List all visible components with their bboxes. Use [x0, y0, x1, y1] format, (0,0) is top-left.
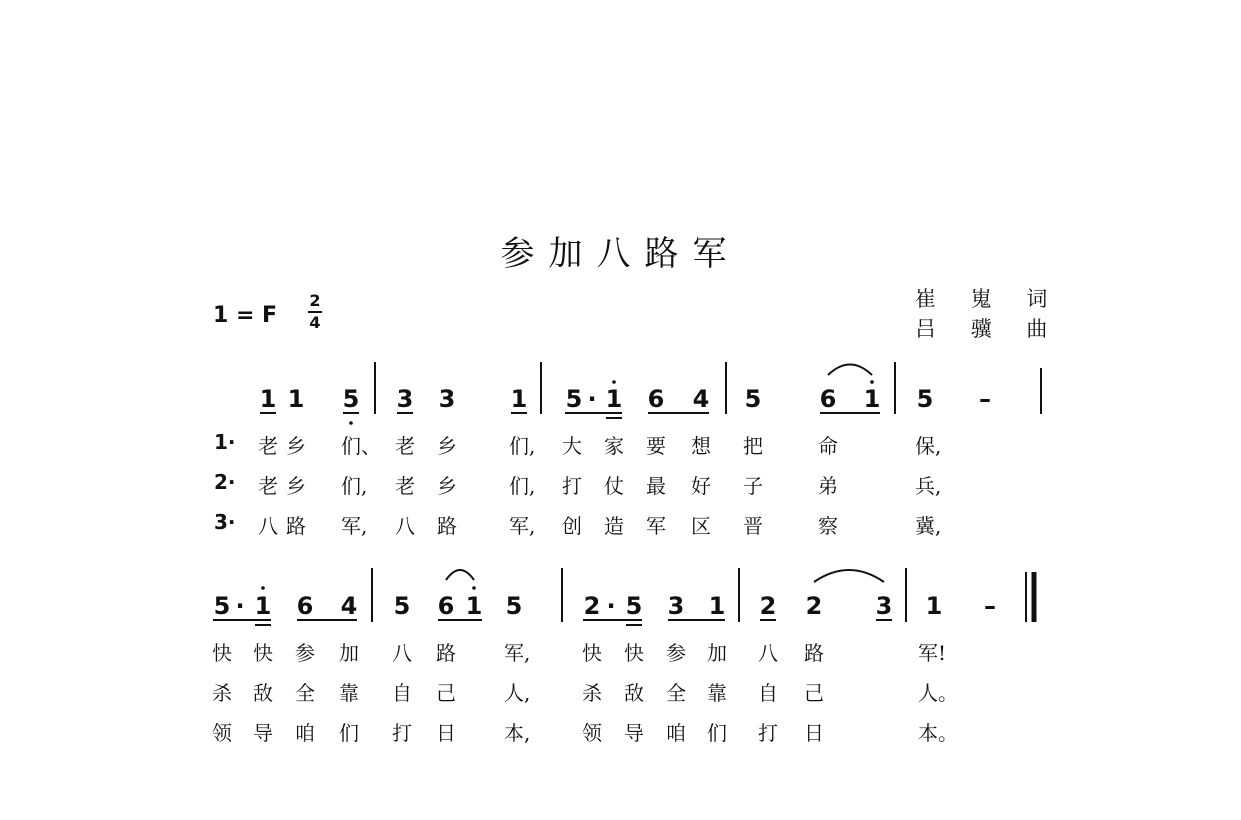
song-title: 参加八路军 [500, 234, 741, 274]
lyric-char: 老 [258, 434, 278, 458]
lyric-char: 敌 [624, 681, 644, 705]
lyric-char: 们, [341, 474, 368, 498]
lyric-char: 军, [504, 641, 531, 665]
lyric-char: 兵, [915, 474, 942, 498]
lyric-char: 们、 [341, 434, 381, 458]
lyric-char: 靠 [339, 681, 359, 705]
lyric-char: 军! [918, 641, 947, 665]
lyric-char: 军, [341, 514, 368, 538]
lyric-char: 乡 [286, 434, 306, 458]
lyric-char: 领 [582, 721, 602, 745]
lyric-char: 军, [509, 514, 536, 538]
lyric-char: 路 [437, 514, 457, 538]
lyric-char: 保, [915, 434, 942, 458]
lyric-char: 创 [562, 514, 582, 538]
note: 5 [393, 592, 411, 620]
lyric-char: 加 [707, 641, 727, 665]
note: 5 [744, 385, 762, 413]
note: 5 [505, 592, 523, 620]
lyric-char: 人。 [918, 681, 958, 705]
lyric-char: 家 [604, 434, 624, 458]
time-signature-top: 2 [309, 291, 321, 310]
lyric-char: 参 [295, 641, 315, 665]
lyric-char: 最 [646, 474, 666, 498]
system2-marks [213, 568, 1034, 625]
octave-dot-high [261, 586, 265, 590]
lyric-char: 好 [691, 474, 711, 498]
note: 6 [437, 592, 455, 620]
lyric-char: 本。 [918, 721, 958, 745]
note: 6 [296, 592, 314, 620]
time-signature-bottom: 4 [309, 313, 321, 332]
lyric-char: 咱 [295, 721, 315, 745]
lyric-char: 己 [804, 681, 824, 705]
lyric-char: 察 [818, 514, 838, 538]
note: 2 [583, 592, 601, 620]
note: 1 [254, 592, 272, 620]
lyric-char: 路 [436, 641, 456, 665]
lyric-char: 区 [691, 514, 711, 538]
lyric-char: 军 [646, 514, 666, 538]
composer-credit: 吕 骥 曲 [915, 317, 1062, 341]
lyric-char: 八 [258, 514, 278, 538]
lyric-char: 靠 [707, 681, 727, 705]
lyric-char: 敌 [253, 681, 273, 705]
lyric-char: 日 [804, 721, 824, 745]
lyric-char: 自 [758, 681, 778, 705]
lyric-char: 八 [395, 514, 415, 538]
lyric-char: 快 [582, 641, 602, 665]
slur [814, 570, 884, 582]
lyric-char: 们, [509, 474, 536, 498]
note: 5 [916, 385, 934, 413]
note: 3 [438, 385, 456, 413]
note: 1 [510, 385, 528, 413]
lyric-char: 造 [604, 514, 624, 538]
note: – [984, 592, 996, 620]
lyric-char: 老 [395, 434, 415, 458]
system2-dots [261, 586, 476, 590]
slur [446, 570, 474, 580]
lyric-char: 们 [339, 721, 359, 745]
lyric-char: 快 [253, 641, 273, 665]
slur [828, 365, 872, 376]
lyric-char: 己 [436, 681, 456, 705]
lyric-char: 要 [646, 434, 666, 458]
lyric-char: 咱 [666, 721, 686, 745]
note: 1 [708, 592, 726, 620]
lyric-char: 自 [392, 681, 412, 705]
note: 1 [259, 385, 277, 413]
lyric-char: 杀 [212, 681, 232, 705]
verse-number: 1· [214, 430, 236, 454]
note: 4 [340, 592, 358, 620]
lyric-char: 加 [339, 641, 359, 665]
lyric-char: 老 [258, 474, 278, 498]
lyric-char: 打 [758, 721, 778, 745]
note: 4 [692, 385, 710, 413]
note: 1 [605, 385, 623, 413]
lyric-char: 八 [392, 641, 412, 665]
lyric-char: 快 [624, 641, 644, 665]
lyric-char: 仗 [604, 474, 624, 498]
note: 5 [565, 385, 583, 413]
lyric-char: 弟 [818, 474, 838, 498]
verse-number: 2· [214, 470, 236, 494]
note: – [979, 385, 991, 413]
lyricist-credit: 崔 嵬 词 [915, 287, 1062, 311]
system2-notes [214, 592, 996, 620]
note: 1 [287, 385, 305, 413]
lyric-char: 导 [253, 721, 273, 745]
lyric-char: 打 [562, 474, 582, 498]
note: 5 [213, 592, 231, 620]
lyric-char: 快 [212, 641, 232, 665]
lyric-char: 路 [804, 641, 824, 665]
lyric-char: 全 [295, 681, 315, 705]
note: 2 [805, 592, 823, 620]
lyric-char: 路 [286, 514, 306, 538]
verse-number: 3· [214, 510, 236, 534]
dot: · [235, 592, 245, 620]
lyric-char: 乡 [437, 474, 457, 498]
lyric-char: 八 [758, 641, 778, 665]
note: 6 [647, 385, 665, 413]
octave-dot-high [472, 586, 476, 590]
lyric-char: 打 [392, 721, 412, 745]
lyric-char: 老 [395, 474, 415, 498]
lyric-char: 冀, [915, 514, 942, 538]
lyric-char: 想 [691, 434, 711, 458]
lyric-char: 参 [666, 641, 686, 665]
lyric-char: 人, [504, 681, 531, 705]
octave-dot-high [870, 380, 874, 384]
note: 3 [396, 385, 414, 413]
system1-notes [260, 385, 991, 413]
note: 1 [925, 592, 943, 620]
lyric-char: 乡 [286, 474, 306, 498]
note: 3 [667, 592, 685, 620]
dot: · [606, 592, 616, 620]
lyric-char: 命 [818, 434, 838, 458]
lyric-char: 日 [436, 721, 456, 745]
octave-dot-low [349, 421, 353, 425]
lyric-char: 把 [743, 434, 763, 458]
lyric-char: 导 [624, 721, 644, 745]
octave-dot-high [612, 380, 616, 384]
lyric-char: 们, [509, 434, 536, 458]
lyric-char: 全 [666, 681, 686, 705]
note: 2 [759, 592, 777, 620]
lyric-char: 乡 [437, 434, 457, 458]
lyric-char: 子 [743, 474, 763, 498]
dot: · [587, 385, 597, 413]
note: 1 [465, 592, 483, 620]
note: 5 [625, 592, 643, 620]
note: 6 [819, 385, 837, 413]
lyric-char: 们 [707, 721, 727, 745]
note: 3 [875, 592, 893, 620]
note: 1 [863, 385, 881, 413]
key-signature: 1 = F [213, 303, 278, 328]
lyric-char: 本, [504, 721, 531, 745]
lyric-char: 领 [212, 721, 232, 745]
lyric-char: 大 [562, 434, 582, 458]
note: 5 [342, 385, 360, 413]
lyric-char: 晋 [743, 514, 763, 538]
lyric-char: 杀 [582, 681, 602, 705]
